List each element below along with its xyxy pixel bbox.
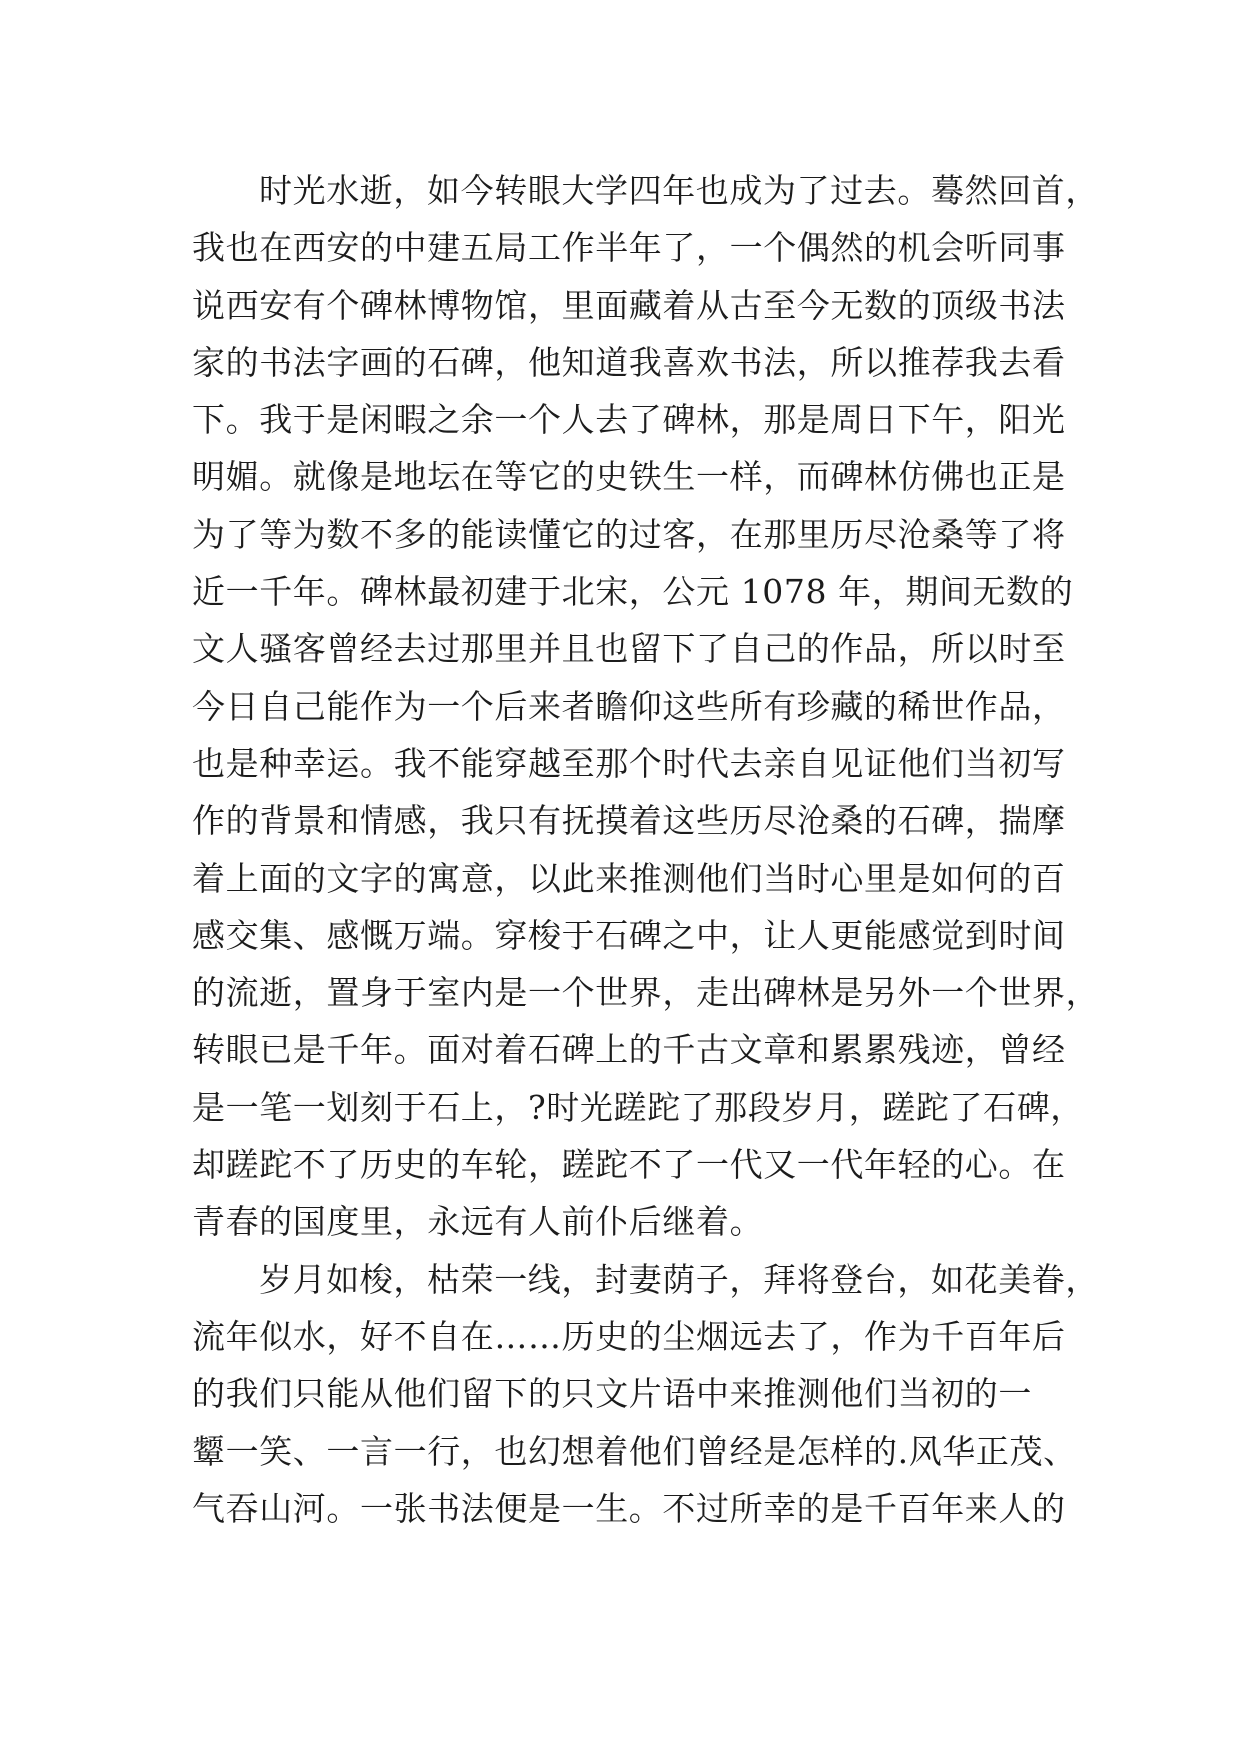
paragraph-1 bbox=[192, 162, 1100, 1251]
text-line: 家的书法字画的石碑，他知道我喜欢书法，所以推荐我去看 bbox=[192, 342, 1066, 382]
text-line: 为了等为数不多的能读懂它的过客，在那里历尽沧桑等了将 bbox=[192, 514, 1066, 554]
text-line: 颦一笑、一言一行，也幻想着他们曾经是怎样的.风华正茂、 bbox=[192, 1431, 1077, 1471]
text-line: 文人骚客曾经去过那里并且也留下了自己的作品，所以时至 bbox=[192, 629, 1066, 669]
text-line: 我也在西安的中建五局工作半年了，一个偶然的机会听同事 bbox=[192, 228, 1066, 268]
text-line: 时光水逝，如今转眼大学四年也成为了过去。蓦然回首， bbox=[259, 171, 1099, 210]
text-line: 今日自己能作为一个后来者瞻仰这些所有珍藏的稀世作品， bbox=[192, 686, 1066, 726]
text-line: 岁月如梭，枯荣一线，封妻荫子，拜将登台，如花美眷， bbox=[259, 1259, 1099, 1299]
text-line: 流年似水，好不自在……历史的尘烟远去了，作为千百年后 bbox=[192, 1316, 1066, 1356]
text-line: 也是种幸运。我不能穿越至那个时代去亲自见证他们当初写 bbox=[192, 743, 1066, 783]
paragraph-2 bbox=[192, 1251, 1099, 1537]
text-line: 青春的国度里，永远有人前仆后继着。 bbox=[192, 1202, 764, 1242]
text-line: 说西安有个碑林博物馆，里面藏着从古至今无数的顶级书法 bbox=[192, 285, 1066, 325]
text-line: 气吞山河。一张书法便是一生。不过所幸的是千百年来人的 bbox=[192, 1488, 1066, 1528]
text-line: 着上面的文字的寓意，以此来推测他们当时心里是如何的百 bbox=[192, 858, 1066, 898]
document-body bbox=[192, 162, 1100, 1537]
text-line: 却蹉跎不了历史的车轮，蹉跎不了一代又一代年轻的心。在 bbox=[192, 1145, 1066, 1185]
text-line: 明媚。就像是地坛在等它的史铁生一样，而碑林仿佛也正是 bbox=[192, 457, 1066, 497]
text-line: 的我们只能从他们留下的只文片语中来推测他们当初的一 bbox=[192, 1374, 1032, 1414]
text-line: 作的背景和情感，我只有抚摸着这些历尽沧桑的石碑，揣摩 bbox=[192, 801, 1066, 841]
text-line: 转眼已是千年。面对着石碑上的千古文章和累累残迹，曾经 bbox=[192, 1030, 1066, 1070]
text-line: 下。我于是闲暇之余一个人去了碑林，那是周日下午，阳光 bbox=[192, 400, 1066, 440]
text-line: 的流逝，置身于室内是一个世界，走出碑林是另外一个世界， bbox=[192, 973, 1100, 1013]
text-line: 感交集、感慨万端。穿梭于石碑之中，让人更能感觉到时间 bbox=[192, 915, 1066, 955]
text-line: 近一千年。碑林最初建于北宋，公元 1078 年，期间无数的 bbox=[192, 572, 1074, 612]
text-line: 是一笔一划刻于石上，?时光蹉跎了那段岁月，蹉跎了石碑， bbox=[192, 1087, 1084, 1127]
